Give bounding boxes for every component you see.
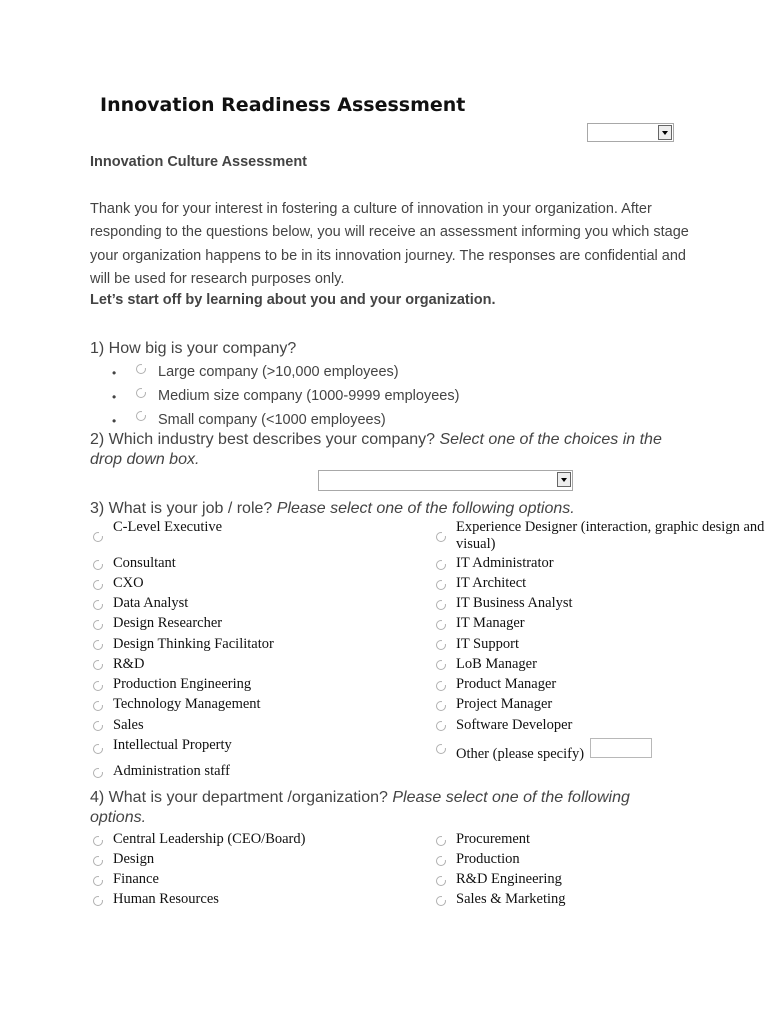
industry-dropdown[interactable] xyxy=(318,470,573,491)
radio-department[interactable] xyxy=(93,896,103,906)
other-specify-input[interactable] xyxy=(590,738,652,758)
radio-role[interactable] xyxy=(93,640,103,650)
role-label: IT Manager xyxy=(456,615,525,631)
role-label: LoB Manager xyxy=(456,656,537,672)
radio-department[interactable] xyxy=(436,836,446,846)
radio-role[interactable] xyxy=(93,560,103,570)
radio-department[interactable] xyxy=(93,876,103,886)
role-label: IT Business Analyst xyxy=(456,595,573,611)
radio-medium-company[interactable] xyxy=(136,388,146,398)
radio-role-other[interactable] xyxy=(436,744,446,754)
question-2-text: 2) Which industry best describes your company? xyxy=(90,431,440,448)
role-label: Sales xyxy=(113,717,144,733)
radio-role[interactable] xyxy=(93,701,103,711)
radio-department[interactable] xyxy=(436,876,446,886)
role-label: Design Researcher xyxy=(113,615,223,631)
role-label: IT Support xyxy=(456,636,519,652)
intro-text: Thank you for your interest in fostering a culture of innovation in your organization. After responding to the questions below, you will receive an assessment informing you which stage your organization happens to be in its innovation journey. The responses are confidential and will be used for research purposes only. xyxy=(90,201,689,288)
role-label: Intellectual Property xyxy=(113,737,232,753)
radio-large-company[interactable] xyxy=(136,364,146,374)
role-label: Other (please specify) xyxy=(456,746,585,762)
radio-role[interactable] xyxy=(436,681,446,691)
role-label: C-Level Executive xyxy=(113,519,223,535)
role-label: IT Architect xyxy=(456,575,527,591)
role-label: R&D xyxy=(113,656,145,672)
radio-role[interactable] xyxy=(93,580,103,590)
department-label: Central Leadership (CEO/Board) xyxy=(113,831,306,847)
department-label: R&D Engineering xyxy=(456,871,562,887)
role-label: Software Developer xyxy=(456,717,573,733)
question-4-hint: Please select one of the following options. xyxy=(90,789,630,826)
radio-role[interactable] xyxy=(93,532,103,542)
option-label: Small company (<1000 employees) xyxy=(158,412,386,428)
department-label: Design xyxy=(113,851,155,867)
question-2-hint: Select one of the choices in the drop down box. xyxy=(90,431,662,468)
page-title: Innovation Readiness Assessment xyxy=(100,94,466,116)
radio-department[interactable] xyxy=(93,836,103,846)
bullet: • xyxy=(112,390,117,404)
radio-role[interactable] xyxy=(93,744,103,754)
option-label: Medium size company (1000-9999 employees) xyxy=(158,388,460,404)
role-label: Product Manager xyxy=(456,676,557,692)
department-label: Procurement xyxy=(456,831,531,847)
radio-role[interactable] xyxy=(436,600,446,610)
role-label: Production Engineering xyxy=(113,676,252,692)
role-label: Experience Designer (interaction, graphic design and visual) xyxy=(456,519,765,552)
radio-role[interactable] xyxy=(93,600,103,610)
chevron-down-icon[interactable] xyxy=(658,125,672,140)
question-3-text: 3) What is your job / role? xyxy=(90,500,277,517)
bullet: • xyxy=(112,414,117,428)
radio-role[interactable] xyxy=(93,768,103,778)
role-label: Data Analyst xyxy=(113,595,189,611)
department-label: Human Resources xyxy=(113,891,219,907)
radio-role[interactable] xyxy=(436,532,446,542)
role-label: Consultant xyxy=(113,555,176,571)
radio-role[interactable] xyxy=(436,620,446,630)
radio-role[interactable] xyxy=(93,681,103,691)
question-3-label xyxy=(90,499,690,519)
option-label: Large company (>10,000 employees) xyxy=(158,364,399,380)
role-label: Project Manager xyxy=(456,696,553,712)
intro-bold-text: Let’s start off by learning about you and your organization. xyxy=(90,292,496,308)
radio-small-company[interactable] xyxy=(136,411,146,421)
radio-department[interactable] xyxy=(436,856,446,866)
radio-role[interactable] xyxy=(436,721,446,731)
question-4-label xyxy=(90,788,690,828)
role-label: IT Administrator xyxy=(456,555,554,571)
department-label: Sales & Marketing xyxy=(456,891,566,907)
radio-role[interactable] xyxy=(436,640,446,650)
role-label: CXO xyxy=(113,575,144,591)
radio-role[interactable] xyxy=(436,701,446,711)
section-subtitle: Innovation Culture Assessment xyxy=(90,154,308,170)
role-label: Design Thinking Facilitator xyxy=(113,636,274,652)
question-1-label: 1) How big is your company? xyxy=(90,340,297,357)
bullet: • xyxy=(112,366,117,380)
radio-role[interactable] xyxy=(436,660,446,670)
radio-department[interactable] xyxy=(436,896,446,906)
radio-role[interactable] xyxy=(93,620,103,630)
radio-role[interactable] xyxy=(93,721,103,731)
radio-role[interactable] xyxy=(93,660,103,670)
question-4-text: 4) What is your department /organization? xyxy=(90,789,393,806)
chevron-down-icon[interactable] xyxy=(557,472,571,487)
radio-role[interactable] xyxy=(436,560,446,570)
radio-department[interactable] xyxy=(93,856,103,866)
department-label: Finance xyxy=(113,871,159,887)
role-label: Administration staff xyxy=(113,763,230,779)
radio-role[interactable] xyxy=(436,580,446,590)
question-2-label xyxy=(90,430,690,470)
top-dropdown[interactable] xyxy=(587,123,674,142)
role-label: Technology Management xyxy=(113,696,261,712)
department-label: Production xyxy=(456,851,520,867)
question-3-hint: Please select one of the following options. xyxy=(276,500,575,517)
